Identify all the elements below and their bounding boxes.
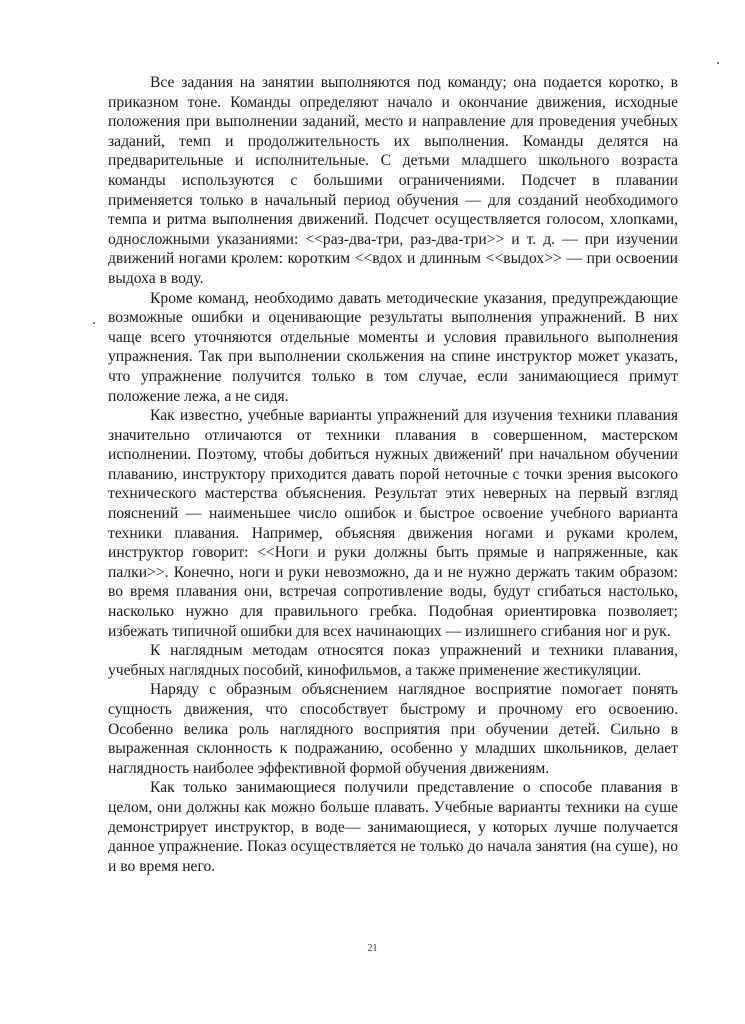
paragraph-commands: Все задания на занятии выполняются под команду; она подается коротко, в приказном тоне. Команды определяют начало и окончание движения, исходные положения при выполнении заданий, место и направление для проведения учебных заданий, темп и продолжительность их выполнения. Команды делятся на предварительные и исполнительные. С детьми младшего школьного возраста команды используются с большими ограничениями. Подсчет в плавании применяется только в начальный период обучения — для созданий необходимого темпа и ритма выполнения движений. Подсчет осуществляется голосом, хлопками, односложными указаниями: <<раз-два-три, раз-два-три>> и т. д. — при изучении движений ногами кролем: коротким <<вдох и длинным <<выдох>> — при освоении выдоха в воду. [108,74,678,287]
paragraph-practice-swimming: Как только занимающиеся получили представление о способе плавания в целом, они должны как можно больше плавать. Учебные варианты техники на суше демонстрирует инструктор, в воде— занимающиеся, у которых лучше получается данное упражнение. Показ осуществляется не только до начала занятия (на суше), но и во время него. [108,779,678,875]
page-number: 21 [367,943,378,954]
scan-speck [93,322,95,324]
paragraph-visual-perception: Наряду с образным объяснением наглядное восприятие помогает понять сущность движения, что способствует быстрому и прочному его освоению. Особенно велика роль наглядного восприятия при обучении детей. Сильно в выраженная склонность к подражанию, особенно у младших школьников, делает наглядность наиболее эффективной формой обучения движениям. [108,681,678,777]
paragraph-methodical-instructions: Кроме команд, необходимо давать методические указания, предупреждающие возможные ошибки и оценивающие результаты выполнения упражнений. В них чаще всего уточняются отдельные моменты и условия правильного выполнения упражнения. Так при выполнении скольжения на спине инструктор может указать, что упражнение получится только в том случае, если занимающиеся примут положение лежа, а не сидя. [108,289,678,405]
paragraph-visual-methods: К наглядным методам относятся показ упражнений и техники плавания, учебных наглядных пособий, кинофильмов, а также применение жестикуляции. [108,642,678,679]
body-text [108,73,678,876]
scan-speck [717,62,719,64]
paragraph-training-variants: Как известно, учебные варианты упражнений для изучения техники плавания значительно отличаются от техники плавания в совершенном, мастерском исполнении. Поэтому, чтобы добиться нужных движений' при начальном обучении плаванию, инструктору приходится давать порой неточные с точки зрения высокого технического мастерства объяснения. Результат этих неверных на первый взгляд пояснений — наименьшее число ошибок и быстрое освоение учебного варианта техники плавания. Например, объясняя движения ногами и руками кролем, инструктор говорит: <<Ноги и руки должны быть прямые и напряженные, как палки>>. Конечно, ноги и руки невозможно, да и не нужно держать таким образом: во время плавания они, встречая сопротивление воды, будут сгибаться настолько, насколько нужно для правильного гребка. Подобная ориентировка позволяет; избежать типичной ошибки для всех начинающих — излишнего сгибания ног и рук. [108,407,678,640]
